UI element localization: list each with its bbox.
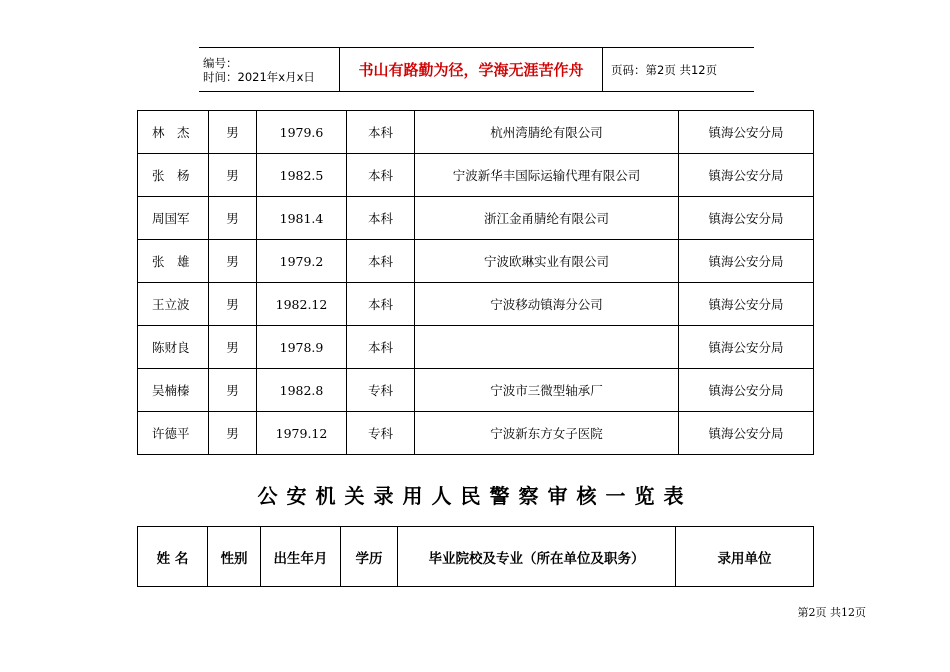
cell-school: 宁波新东方女子医院 — [415, 412, 679, 455]
table-row — [138, 154, 814, 197]
table-row — [138, 197, 814, 240]
cell-gender: 男 — [209, 154, 257, 197]
cell-gender: 男 — [209, 283, 257, 326]
cell-education: 本科 — [347, 326, 415, 369]
cell-unit: 镇海公安分局 — [679, 283, 814, 326]
cell-unit: 镇海公安分局 — [679, 154, 814, 197]
header-motto: 书山有路勤为径，学海无涯苦作舟 — [339, 48, 603, 91]
cell-birth: 1979.6 — [257, 111, 347, 154]
cell-education: 本科 — [347, 283, 415, 326]
cell-unit: 镇海公安分局 — [679, 412, 814, 455]
header-meta — [199, 48, 339, 91]
header-table — [137, 526, 814, 587]
cell-name: 王立波 — [138, 283, 209, 326]
cell-name: 张 杨 — [138, 154, 209, 197]
cell-education: 本科 — [347, 197, 415, 240]
cell-education: 本科 — [347, 240, 415, 283]
cell-name: 吴楠榛 — [138, 369, 209, 412]
cell-gender: 男 — [209, 197, 257, 240]
header-page-info: 页码：第2页 共12页 — [611, 62, 718, 77]
cell-name: 张 雄 — [138, 240, 209, 283]
col-header-unit: 录用单位 — [676, 527, 814, 587]
roster-table — [137, 110, 814, 455]
cell-birth: 1979.12 — [257, 412, 347, 455]
doc-time-label: 时间：2021年x月x日 — [203, 69, 315, 84]
cell-birth: 1978.9 — [257, 326, 347, 369]
cell-birth: 1982.5 — [257, 154, 347, 197]
table-row — [138, 240, 814, 283]
cell-gender: 男 — [209, 111, 257, 154]
doc-number-label: 编号： — [203, 55, 238, 70]
table-row — [138, 283, 814, 326]
cell-school: 宁波欧琳实业有限公司 — [415, 240, 679, 283]
cell-name: 许德平 — [138, 412, 209, 455]
cell-school: 宁波移动镇海分公司 — [415, 283, 679, 326]
cell-gender: 男 — [209, 326, 257, 369]
cell-school: 浙江金甬腈纶有限公司 — [415, 197, 679, 240]
cell-birth: 1982.8 — [257, 369, 347, 412]
cell-birth: 1979.2 — [257, 240, 347, 283]
cell-school — [415, 326, 679, 369]
cell-unit: 镇海公安分局 — [679, 326, 814, 369]
col-header-school: 毕业院校及专业（所在单位及职务） — [398, 527, 676, 587]
cell-gender: 男 — [209, 240, 257, 283]
cell-name: 林 杰 — [138, 111, 209, 154]
page-footer: 第2页 共12页 — [797, 606, 866, 619]
table-row — [138, 369, 814, 412]
cell-unit: 镇海公安分局 — [679, 240, 814, 283]
cell-unit: 镇海公安分局 — [679, 369, 814, 412]
cell-unit: 镇海公安分局 — [679, 111, 814, 154]
section-title: 公安机关录用人民警察审核一览表 — [257, 484, 693, 508]
cell-name: 周国军 — [138, 197, 209, 240]
table-row — [138, 412, 814, 455]
table-row — [138, 326, 814, 369]
cell-name: 陈财良 — [138, 326, 209, 369]
cell-education: 本科 — [347, 111, 415, 154]
header-row — [138, 527, 814, 587]
cell-education: 专科 — [347, 412, 415, 455]
cell-gender: 男 — [209, 412, 257, 455]
cell-school: 宁波市三微型轴承厂 — [415, 369, 679, 412]
cell-education: 本科 — [347, 154, 415, 197]
cell-gender: 男 — [209, 369, 257, 412]
cell-birth: 1981.4 — [257, 197, 347, 240]
table-row — [138, 111, 814, 154]
cell-birth: 1982.12 — [257, 283, 347, 326]
page-header — [199, 47, 754, 92]
cell-unit: 镇海公安分局 — [679, 197, 814, 240]
cell-school: 杭州湾腈纶有限公司 — [415, 111, 679, 154]
cell-education: 专科 — [347, 369, 415, 412]
col-header-gender: 性别 — [208, 527, 261, 587]
col-header-education: 学历 — [341, 527, 398, 587]
col-header-name: 姓 名 — [138, 527, 208, 587]
col-header-birth: 出生年月 — [261, 527, 341, 587]
cell-school: 宁波新华丰国际运输代理有限公司 — [415, 154, 679, 197]
